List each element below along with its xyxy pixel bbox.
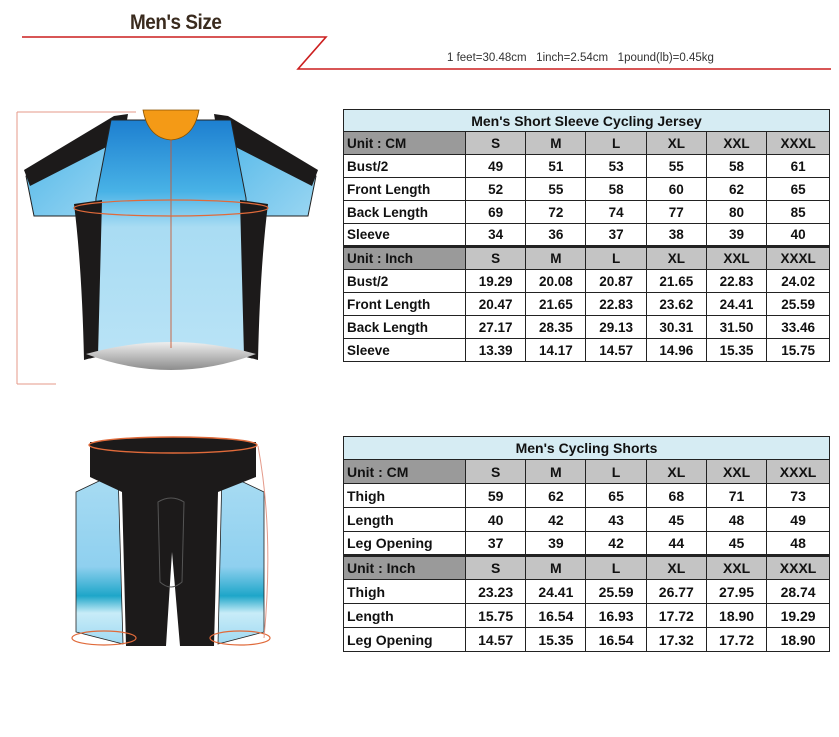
table-cell: 85 [767, 201, 830, 224]
size-header: XL [646, 556, 706, 580]
size-header: XL [646, 247, 706, 270]
table-row [344, 201, 830, 224]
table-cell: 20.08 [526, 270, 586, 293]
size-header: S [466, 460, 526, 484]
table-row [344, 247, 830, 270]
table-cell: 62 [706, 178, 766, 201]
table-cell: 58 [586, 178, 646, 201]
table-row [344, 339, 830, 362]
table-cell: 69 [466, 201, 526, 224]
table-cell: 40 [466, 508, 526, 532]
table-cell: 24.41 [526, 580, 586, 604]
table-cell: 17.32 [646, 628, 706, 652]
table-cell: 71 [706, 484, 766, 508]
table-cell: 14.96 [646, 339, 706, 362]
size-header: L [586, 556, 646, 580]
table-cell: 58 [706, 155, 766, 178]
table-cell: 22.83 [706, 270, 766, 293]
table-row [344, 316, 830, 339]
table-cell: 42 [586, 532, 646, 556]
table-cell: 16.54 [526, 604, 586, 628]
table-cell: 29.13 [586, 316, 646, 339]
row-label: Thigh [344, 484, 466, 508]
shorts-illustration [68, 432, 278, 654]
table-cell: 17.72 [706, 628, 766, 652]
size-header: L [586, 247, 646, 270]
table-cell: 77 [646, 201, 706, 224]
conversion-note: 1 feet=30.48cm 1inch=2.54cm 1pound(lb)=0.45kg [447, 52, 714, 64]
table-row [344, 178, 830, 201]
size-header: M [526, 247, 586, 270]
unit-label: Unit : CM [344, 132, 466, 155]
size-header: M [526, 132, 586, 155]
table-row [344, 293, 830, 316]
table-cell: 36 [526, 224, 586, 247]
size-header: XL [646, 460, 706, 484]
row-label: Length [344, 604, 466, 628]
row-label: Leg Opening [344, 628, 466, 652]
row-label: Back Length [344, 316, 466, 339]
table-cell: 15.35 [526, 628, 586, 652]
table-cell: 28.74 [767, 580, 830, 604]
table-cell: 74 [586, 201, 646, 224]
size-header: XL [646, 132, 706, 155]
table-cell: 43 [586, 508, 646, 532]
table-row [344, 604, 830, 628]
table-cell: 61 [767, 155, 830, 178]
table-cell: 40 [767, 224, 830, 247]
size-header: XXL [706, 247, 766, 270]
table-cell: 65 [767, 178, 830, 201]
table-cell: 34 [466, 224, 526, 247]
page-title: Men's Size [130, 11, 222, 34]
table-cell: 31.50 [706, 316, 766, 339]
table-row [344, 628, 830, 652]
table-cell: 62 [526, 484, 586, 508]
size-header: XXXL [767, 460, 830, 484]
table-cell: 52 [466, 178, 526, 201]
table-cell: 24.41 [706, 293, 766, 316]
table-cell: 39 [706, 224, 766, 247]
table-row [344, 460, 830, 484]
table-cell: 22.83 [586, 293, 646, 316]
row-label: Leg Opening [344, 532, 466, 556]
table-cell: 72 [526, 201, 586, 224]
table-cell: 37 [586, 224, 646, 247]
row-label: Bust/2 [344, 270, 466, 293]
table-cell: 21.65 [526, 293, 586, 316]
jersey-size-table [343, 109, 830, 362]
table-cell: 65 [586, 484, 646, 508]
table-row [344, 270, 830, 293]
table-cell: 53 [586, 155, 646, 178]
unit-label: Unit : Inch [344, 556, 466, 580]
table-cell: 21.65 [646, 270, 706, 293]
size-header: XXL [706, 556, 766, 580]
table-cell: 49 [767, 508, 830, 532]
jersey-table-caption: Men's Short Sleeve Cycling Jersey [344, 110, 830, 132]
table-cell: 28.35 [526, 316, 586, 339]
table-cell: 14.57 [586, 339, 646, 362]
table-cell: 59 [466, 484, 526, 508]
row-label: Front Length [344, 178, 466, 201]
table-cell: 18.90 [767, 628, 830, 652]
table-cell: 26.77 [646, 580, 706, 604]
table-row [344, 580, 830, 604]
table-cell: 23.23 [466, 580, 526, 604]
table-cell: 24.02 [767, 270, 830, 293]
table-cell: 14.57 [466, 628, 526, 652]
table-cell: 80 [706, 201, 766, 224]
table-cell: 38 [646, 224, 706, 247]
row-label: Length [344, 508, 466, 532]
row-label: Sleeve [344, 224, 466, 247]
table-cell: 15.75 [466, 604, 526, 628]
table-cell: 45 [646, 508, 706, 532]
header-underline [0, 0, 839, 80]
row-label: Bust/2 [344, 155, 466, 178]
shorts-table-caption: Men's Cycling Shorts [344, 437, 830, 460]
shorts-size-table [343, 436, 830, 652]
table-cell: 15.75 [767, 339, 830, 362]
table-cell: 17.72 [646, 604, 706, 628]
table-cell: 30.31 [646, 316, 706, 339]
table-cell: 13.39 [466, 339, 526, 362]
table-cell: 44 [646, 532, 706, 556]
table-cell: 37 [466, 532, 526, 556]
table-cell: 49 [466, 155, 526, 178]
table-cell: 23.62 [646, 293, 706, 316]
row-label: Front Length [344, 293, 466, 316]
table-cell: 48 [706, 508, 766, 532]
unit-label: Unit : CM [344, 460, 466, 484]
table-cell: 51 [526, 155, 586, 178]
table-cell: 48 [767, 532, 830, 556]
size-header: XXXL [767, 556, 830, 580]
size-header: S [466, 556, 526, 580]
table-cell: 19.29 [466, 270, 526, 293]
row-label: Back Length [344, 201, 466, 224]
table-row [344, 484, 830, 508]
jersey-illustration [16, 108, 326, 388]
table-cell: 15.35 [706, 339, 766, 362]
size-header: XXXL [767, 132, 830, 155]
table-cell: 25.59 [767, 293, 830, 316]
table-cell: 27.17 [466, 316, 526, 339]
table-row [344, 132, 830, 155]
unit-label: Unit : Inch [344, 247, 466, 270]
table-cell: 20.87 [586, 270, 646, 293]
table-cell: 60 [646, 178, 706, 201]
table-cell: 27.95 [706, 580, 766, 604]
table-cell: 16.93 [586, 604, 646, 628]
table-row [344, 508, 830, 532]
table-cell: 73 [767, 484, 830, 508]
table-cell: 25.59 [586, 580, 646, 604]
table-cell: 33.46 [767, 316, 830, 339]
table-cell: 55 [646, 155, 706, 178]
table-cell: 45 [706, 532, 766, 556]
size-header: XXL [706, 460, 766, 484]
table-cell: 68 [646, 484, 706, 508]
table-row [344, 224, 830, 247]
table-cell: 18.90 [706, 604, 766, 628]
size-header: L [586, 460, 646, 484]
size-header: S [466, 132, 526, 155]
table-cell: 55 [526, 178, 586, 201]
table-cell: 16.54 [586, 628, 646, 652]
table-cell: 39 [526, 532, 586, 556]
row-label: Thigh [344, 580, 466, 604]
table-cell: 19.29 [767, 604, 830, 628]
size-header: M [526, 556, 586, 580]
size-header: L [586, 132, 646, 155]
table-row [344, 155, 830, 178]
row-label: Sleeve [344, 339, 466, 362]
size-header: XXL [706, 132, 766, 155]
size-header: M [526, 460, 586, 484]
table-cell: 42 [526, 508, 586, 532]
table-cell: 14.17 [526, 339, 586, 362]
size-header: S [466, 247, 526, 270]
table-row [344, 532, 830, 556]
table-cell: 20.47 [466, 293, 526, 316]
table-row [344, 556, 830, 580]
size-header: XXXL [767, 247, 830, 270]
